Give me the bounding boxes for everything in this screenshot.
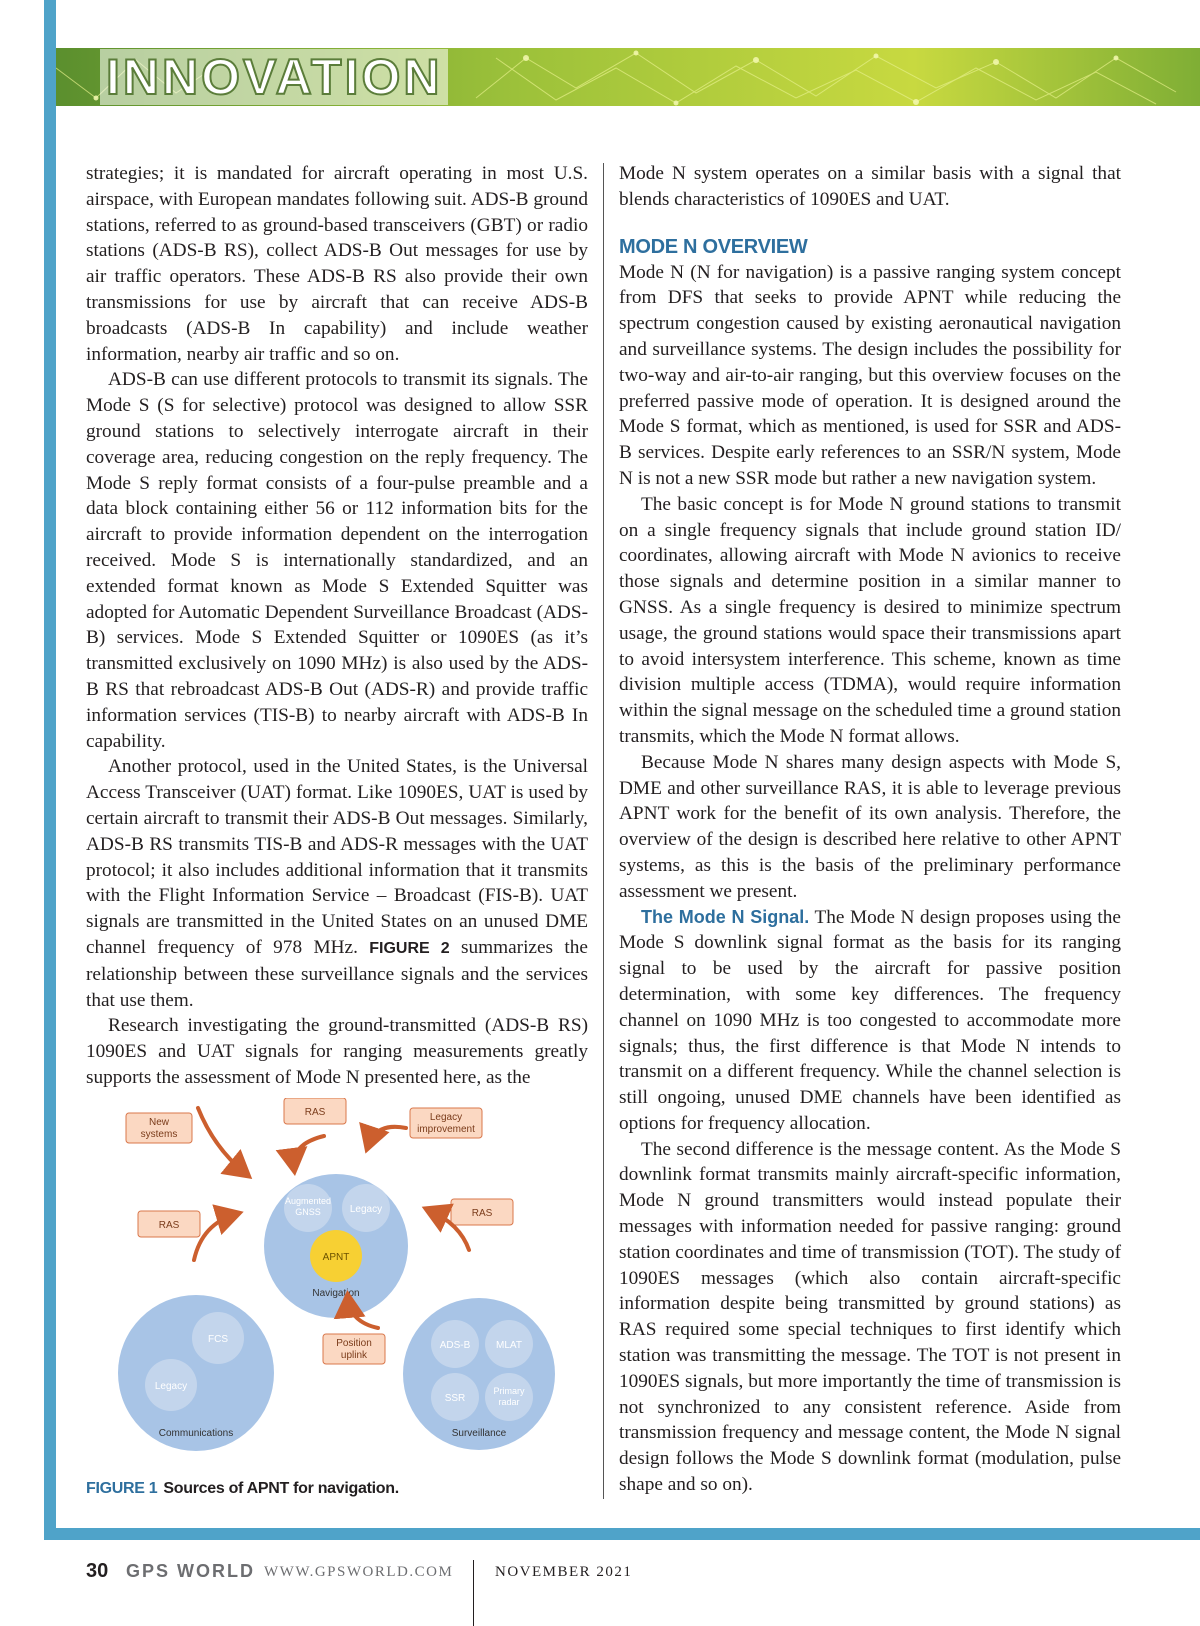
apnt-label: APNT xyxy=(322,1252,350,1263)
left-accent-bar xyxy=(44,0,56,1540)
ras-left-label: RAS xyxy=(158,1220,180,1231)
bottom-accent-bar xyxy=(44,1528,1200,1540)
legacy-improvement-label-2: improvement xyxy=(417,1124,475,1135)
section-heading: MODE N OVERVIEW xyxy=(619,235,808,258)
nav-legacy-label: Legacy xyxy=(349,1204,383,1215)
figure-caption xyxy=(86,1480,399,1498)
position-uplink-label-1: Position xyxy=(336,1338,372,1349)
section-title: INNOVATION xyxy=(100,49,448,105)
issue-date: NOVEMBER 2021 xyxy=(495,1564,633,1580)
mlat-label: MLAT xyxy=(496,1340,522,1351)
surveillance-label: Surveillance xyxy=(451,1428,507,1439)
caption-label: FIGURE 1 xyxy=(86,1480,158,1497)
box-new-systems xyxy=(126,1113,192,1143)
figure-2-reference: FIGURE 2 xyxy=(369,939,450,957)
magazine-name: GPS WORLD xyxy=(126,1561,255,1581)
augmented-label-2: GNSS xyxy=(295,1207,321,1217)
box-ras-right xyxy=(451,1199,513,1225)
fcs-label: FCS xyxy=(208,1334,228,1345)
box-position-uplink xyxy=(323,1334,385,1364)
right-paragraph-5 xyxy=(619,905,1121,1137)
section-banner xyxy=(56,48,1200,106)
ras-top-label: RAS xyxy=(304,1107,326,1118)
ras-right-label: RAS xyxy=(471,1208,493,1219)
figure-1-diagram xyxy=(86,1098,588,1498)
left-paragraph-3 xyxy=(86,754,588,1013)
right-paragraph-3: The basic concept is for Mode N ground stations to transmit on a single frequency signals that include ground station ID/ coordinates, allowing aircraft with Mode N avionics to receive those signals and determine position in a similar manner to GNSS. As a single frequency is desired to minimize spectrum usage, the ground stations would space their transmissions apart to avoid intersystem interference. This scheme, known as time division multiple access (TDMA), would require information within the signal message on the scheduled time a ground station transmits, which the Mode N format allows. xyxy=(619,493,1121,747)
ssr-label: SSR xyxy=(444,1393,466,1404)
left-paragraph-3a: Another protocol, used in the United States, is the Universal Access Transceiver (UAT) format. Like 1090ES, UAT is used by certain aircraft to transmit their ADS-B Out messages. Similarly, ADS-B RS transmits TIS-B and ADS-R messages with the UAT protocol; it also includes additional information that it transmits with the Flight Information Service – Broadcast (FIS-B). UAT signals are transmitted in the United States on an unused DME channel frequency of 978 MHz. xyxy=(86,756,588,958)
navigation-label: Navigation xyxy=(312,1288,360,1299)
run-in-heading: The Mode N Signal. xyxy=(641,906,810,927)
left-paragraph-2: ADS-B can use different protocols to transmit its signals. The Mode S (S for selective) protocol was designed to allow SSR ground stations to selectively interrogate aircraft in their coverage area, reducing congestion on the reply frequency. The Mode S reply format consists of a four-pulse preamble and a data block containing either 56 or 112 information bits for the aircraft to provide information dependent on the interrogation received. Mode S is internationally standardized, and an extended format known as Mode S Extended Squitter was adopted for Automatic Dependent Surveillance Broadcast (ADS-B) services. Mode S Extended Squitter or 1090ES (as it’s transmitted exclusively on 1090 MHz) is also used by the ADS-B RS that rebroadcast ADS-B Out (ADS-R) and provide traffic information services (TIS-B) to nearby aircraft with ADS-B In capability. xyxy=(86,369,588,752)
magazine-url: WWW.GPSWORLD.COM xyxy=(264,1564,454,1580)
right-column xyxy=(619,161,1121,1498)
communications-label: Communications xyxy=(158,1428,234,1439)
right-paragraph-5-body: The Mode N design proposes using the Mode S downlink signal format as the basis for its ranging signal to be used by the aircraft for passive position determination, with some key differences. The frequency channel on 1090 MHz is too congested to accommodate more signals; thus, the first difference is that Mode N intends to transmit on a different frequency. While the channel selection is still ongoing, unused DME channels have been identified as options for frequency allocation. xyxy=(619,906,1121,1134)
footer-separator xyxy=(473,1560,474,1626)
caption-text: Sources of APNT for navigation. xyxy=(163,1480,399,1497)
arrow-legacy-improvement xyxy=(368,1127,406,1146)
new-systems-label-2: systems xyxy=(140,1129,178,1140)
left-paragraph-4: Research investigating the ground-transmitted (ADS-B RS) 1090ES and UAT signals for ranging measurements greatly supports the assessment of Mode N presented here, as the xyxy=(86,1015,588,1088)
right-paragraph-2: Mode N (N for navigation) is a passive ranging system concept from DFS that seeks to provide APNT while reducing the spectrum congestion caused by existing aeronautical navigation and surveillance systems. The design includes the possibility for two-way and air-to-air ranging, but this overview focuses on the preferred passive mode of operation. It is designed around the Mode S format, which as mentioned, is used for SSR and ADS-B services. Despite early references to an SSR/N system, Mode N is not a new SSR mode but rather a new navigation system. xyxy=(619,261,1121,489)
right-paragraph-6: The second difference is the message content. As the Mode S downlink format transmits mainly aircraft-specific information, Mode N ground transmitters would instead populate their messages with information needed for passive ranging: ground station coordinates and time of transmission (TOT). The study of 1090ES messages (which also contain aircraft-specific information despite being transmitted by ground stations) as RAS required some special techniques to first identify which station was transmitting the message. The TOT is not present in 1090ES signals, but more importantly the time of transmission is not synchronized to any consistent reference. Aside from transmission frequency and message content, the Mode N signal design follows the Mode S downlink format (modulation, pulse shape and so on). xyxy=(619,1138,1121,1496)
augmented-label-1: Augmented xyxy=(284,1196,332,1206)
left-column xyxy=(86,161,588,1091)
page-number: 30 xyxy=(86,1560,109,1582)
comm-legacy-label: Legacy xyxy=(154,1381,188,1392)
right-paragraph-1: Mode N system operates on a similar basis with a signal that blends characteristics of 1090ES and UAT. xyxy=(619,163,1121,210)
box-legacy-improvement xyxy=(410,1108,482,1138)
adsb-label: ADS-B xyxy=(439,1340,471,1351)
new-systems-label-1: New xyxy=(148,1117,170,1128)
box-ras-top xyxy=(284,1098,346,1124)
column-divider xyxy=(603,163,604,1499)
right-paragraph-4: Because Mode N shares many design aspects with Mode S, DME and other surveillance RAS, it is able to leverage previous APNT work for the benefit of its own analysis. Therefore, the overview of the design is described here relative to other APNT systems, as this is the basis of the preliminary performance assessment we present. xyxy=(619,751,1121,902)
position-uplink-label-2: uplink xyxy=(340,1350,368,1361)
arrow-ras-top xyxy=(294,1136,324,1168)
left-paragraph-3b: summarizes the relationship between these surveillance signals and the services that use them. xyxy=(86,936,588,1011)
box-ras-left xyxy=(138,1211,200,1237)
left-paragraph-1: strategies; it is mandated for aircraft operating in most U.S. airspace, with European mandates following suit. ADS-B ground stations, referred to as ground-based transceivers (GBT) or radio stations (ADS-B RS), collect ADS-B Out messages for use by air traffic operators. These ADS-B RS also provide their own transmissions for use by aircraft that can receive ADS-B broadcasts (ADS-B In capability) and include weather information, nearby air traffic and so on. xyxy=(86,163,588,365)
primary-label-1: Primary xyxy=(493,1386,525,1396)
primary-label-2: radar xyxy=(498,1397,520,1407)
legacy-improvement-label-1: Legacy xyxy=(429,1112,463,1123)
arrow-new-systems xyxy=(198,1108,246,1174)
